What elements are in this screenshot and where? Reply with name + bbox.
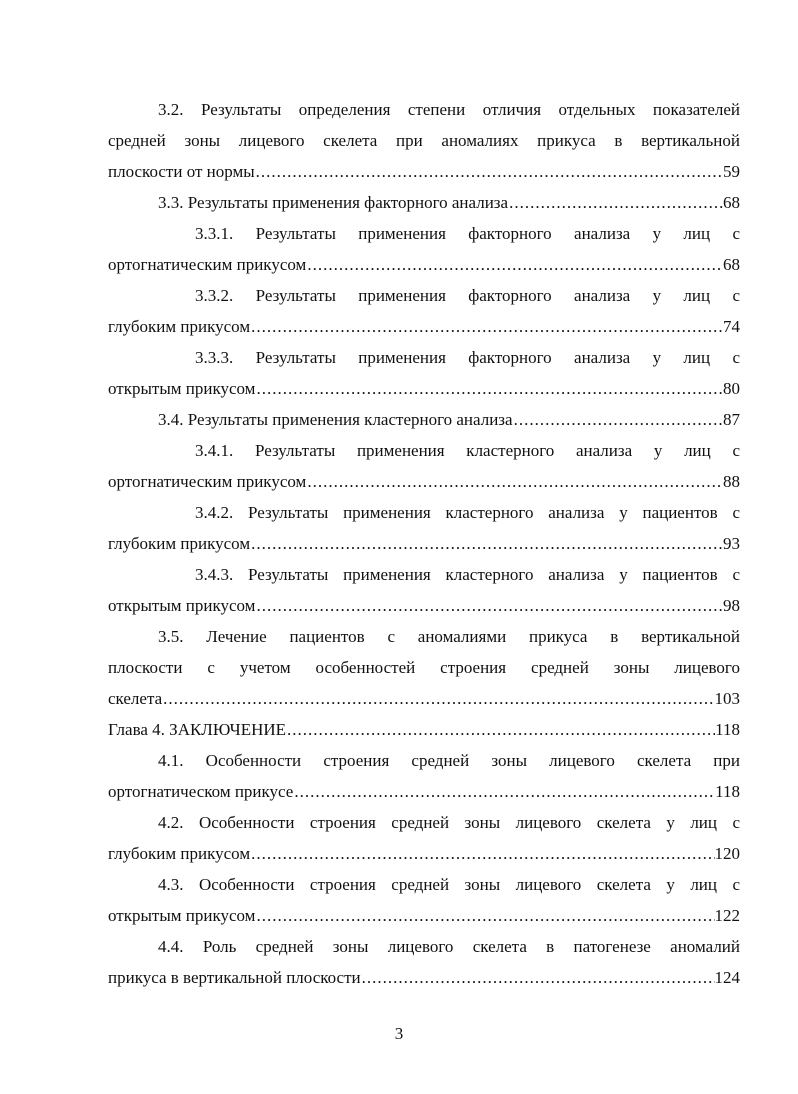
- toc-entry-last-line: [108, 373, 740, 404]
- toc-entry-last-line: [108, 187, 740, 218]
- toc-entry-title: глубоким прикусом: [108, 534, 251, 553]
- toc-page-number: 87: [723, 410, 740, 429]
- dot-leader: [361, 962, 715, 993]
- toc-entry-title: Глава 4. ЗАКЛЮЧЕНИЕ: [108, 720, 287, 739]
- toc-entry-3-2: [108, 94, 740, 187]
- toc-page-number: 103: [714, 689, 740, 708]
- toc-entry-last-line: [108, 466, 740, 497]
- dot-leader: [162, 683, 714, 714]
- toc-entry-title: плоскости от нормы: [108, 162, 255, 181]
- toc-entry-last-line: [108, 404, 740, 435]
- toc-entry-3-4: [108, 404, 740, 435]
- toc-page-number: 68: [723, 193, 740, 212]
- toc-entry-last-line: [108, 311, 740, 342]
- toc-page-number: 74: [723, 317, 740, 336]
- dot-leader: [255, 156, 723, 187]
- dot-leader: [508, 187, 723, 218]
- dot-leader: [513, 404, 723, 435]
- toc-entry-line: 4.3. Особенности строения средней зоны лицевого скелета у лиц с: [158, 875, 740, 894]
- toc-entry-line: 3.4.2. Результаты применения кластерного анализа у пациентов с: [195, 503, 740, 522]
- toc-entry-title: скелета: [108, 689, 163, 708]
- page-number: 3: [394, 1024, 404, 1043]
- toc-entry-line: 4.2. Особенности строения средней зоны лицевого скелета у лиц с: [158, 813, 740, 832]
- toc-entry-title: глубоким прикусом: [108, 317, 251, 336]
- toc-entry-title: ортогнатическом прикусе: [108, 782, 294, 801]
- toc-entry-line: 3.3.3. Результаты применения факторного анализа у лиц с: [195, 348, 740, 367]
- toc-entry-title: открытым прикусом: [108, 379, 256, 398]
- toc-page-number: 118: [715, 782, 740, 801]
- toc-page-number: 93: [723, 534, 740, 553]
- dot-leader: [250, 311, 723, 342]
- dot-leader: [286, 714, 715, 745]
- toc-entry-line: 3.5. Лечение пациентов с аномалиями прикуса в вертикальной: [158, 627, 740, 646]
- toc-entry-last-line: [108, 838, 740, 869]
- toc-entry-last-line: [108, 683, 740, 714]
- toc-entry-last-line: [108, 900, 740, 931]
- toc-entry-title: открытым прикусом: [108, 596, 256, 615]
- toc-page-number: 80: [723, 379, 740, 398]
- toc-entry-line: 3.4.1. Результаты применения кластерного анализа у лиц с: [195, 441, 740, 460]
- toc-entry-line: 3.3.1. Результаты применения факторного анализа у лиц с: [195, 224, 740, 243]
- toc-entry-title: ортогнатическим прикусом: [108, 472, 307, 491]
- toc-entry-line: 3.2. Результаты определения степени отличия отдельных показателей: [158, 100, 740, 119]
- toc-entry-line: 3.4.3. Результаты применения кластерного анализа у пациентов с: [195, 565, 740, 584]
- toc-page-number: 98: [723, 596, 740, 615]
- toc-entry-3-3-1: [108, 218, 740, 280]
- toc-page-number: 124: [714, 968, 740, 987]
- dot-leader: [250, 838, 714, 869]
- toc-entry-3-3-2: [108, 280, 740, 342]
- toc-entry-line: средней зоны лицевого скелета при аномалиях прикуса в вертикальной: [108, 131, 740, 150]
- toc-entry-title: ортогнатическим прикусом: [108, 255, 307, 274]
- toc-page-number: 122: [714, 906, 740, 925]
- toc-entry-4-4: [108, 931, 740, 993]
- toc-entry-last-line: [108, 249, 740, 280]
- dot-leader: [250, 528, 723, 559]
- dot-leader: [293, 776, 715, 807]
- toc-entry-title: открытым прикусом: [108, 906, 256, 925]
- dot-leader: [255, 900, 714, 931]
- toc-entry-3-4-2: [108, 497, 740, 559]
- toc-entry-line: 3.3.2. Результаты применения факторного анализа у лиц с: [195, 286, 740, 305]
- toc-entry-4-1: [108, 745, 740, 807]
- toc-entry-3-5: [108, 621, 740, 714]
- dot-leader: [255, 590, 723, 621]
- toc-page-number: 59: [723, 162, 740, 181]
- dot-leader: [306, 466, 723, 497]
- toc-page-number: 68: [723, 255, 740, 274]
- toc-entry-3-4-3: [108, 559, 740, 621]
- toc-page-number: 120: [714, 844, 740, 863]
- toc-entry-last-line: [108, 528, 740, 559]
- toc-entry-last-line: [108, 156, 740, 187]
- toc-entry-title: 3.3. Результаты применения факторного анализа: [158, 193, 509, 212]
- toc-entry-3-4-1: [108, 435, 740, 497]
- toc-entry-last-line: [108, 590, 740, 621]
- toc-entry-3-3-3: [108, 342, 740, 404]
- toc-entry-line: плоскости с учетом особенностей строения средней зоны лицевого: [108, 658, 740, 677]
- toc-entry-line: 4.4. Роль средней зоны лицевого скелета в патогенезе аномалий: [158, 937, 740, 956]
- toc-entry-4-2: [108, 807, 740, 869]
- toc-entry-title: прикуса в вертикальной плоскости: [108, 968, 361, 987]
- toc-entry-last-line: [108, 962, 740, 993]
- toc-entry-title: глубоким прикусом: [108, 844, 251, 863]
- table-of-contents: [108, 94, 740, 993]
- toc-entry-title: 3.4. Результаты применения кластерного анализа: [158, 410, 513, 429]
- toc-page-number: 118: [715, 720, 740, 739]
- toc-entry-chapter-4: [108, 714, 740, 745]
- toc-entry-last-line: [108, 776, 740, 807]
- dot-leader: [306, 249, 723, 280]
- toc-page-number: 88: [723, 472, 740, 491]
- toc-entry-3-3: [108, 187, 740, 218]
- toc-entry-last-line: [108, 714, 740, 745]
- toc-entry-line: 4.1. Особенности строения средней зоны лицевого скелета при: [158, 751, 740, 770]
- toc-entry-4-3: [108, 869, 740, 931]
- dot-leader: [255, 373, 723, 404]
